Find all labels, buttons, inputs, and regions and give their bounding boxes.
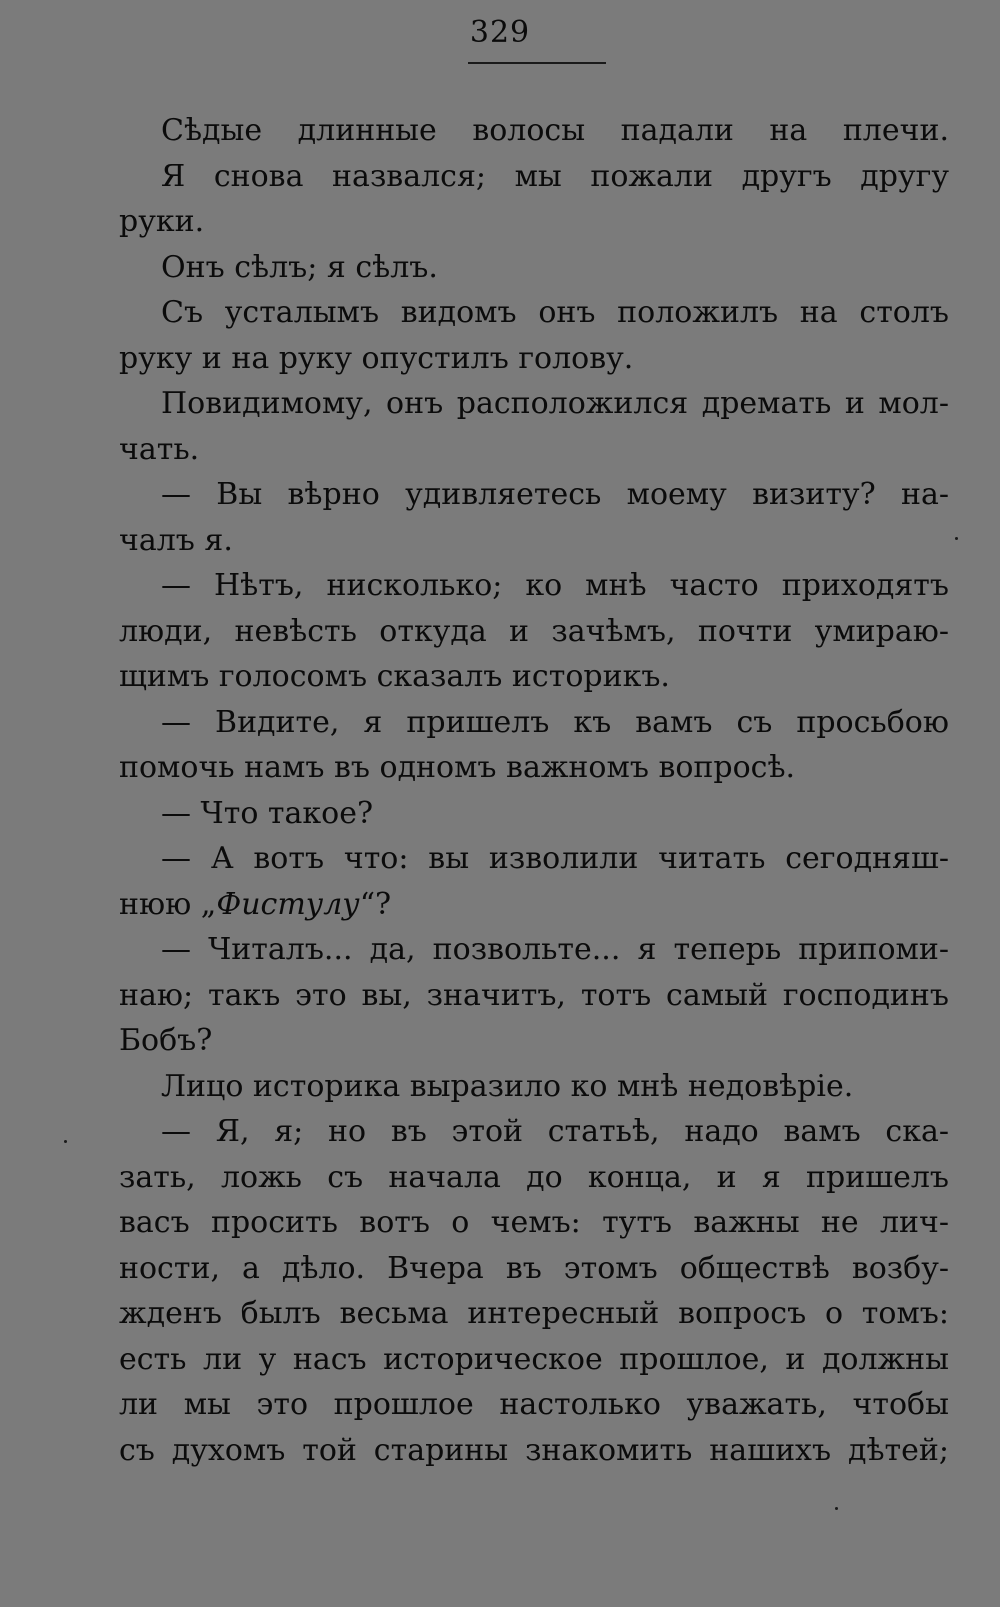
text-line: Лицо историка выразило ко мнѣ недовѣріе. — [161, 1068, 854, 1104]
text-line: — Нѣтъ, нисколько; ко мнѣ часто приходятъ — [161, 568, 949, 603]
text-line: — Читалъ... да, позвольте... я теперь припоми- — [161, 932, 949, 967]
text-line: помочь намъ въ одномъ важномъ вопросѣ. — [119, 750, 796, 785]
text-fragment: “? — [359, 886, 392, 922]
text-line: Я снова назвался; мы пожали другъ другу — [161, 158, 949, 194]
text-line — [119, 882, 949, 928]
page-number: 329 — [469, 15, 531, 50]
print-speck — [955, 537, 958, 540]
text-line: Сѣдые длинные волосы падали на плечи. — [161, 113, 949, 148]
text-line: руки. — [119, 204, 205, 239]
body-text — [119, 108, 949, 1473]
text-line: ли мы это прошлое настолько уважать, чтобы — [119, 1387, 949, 1422]
text-line: — Вы вѣрно удивляетесь моему визиту? на- — [161, 477, 949, 512]
text-line: руку и на руку опустилъ голову. — [119, 340, 634, 376]
text-line: щимъ голосомъ сказалъ историкъ. — [119, 659, 670, 694]
print-speck — [835, 1507, 838, 1510]
text-line: жденъ былъ весьма интересный вопросъ о томъ: — [119, 1296, 949, 1331]
text-line: — Я, я; но въ этой статьѣ, надо вамъ ска- — [161, 1114, 949, 1149]
text-line: чать. — [119, 431, 200, 467]
text-line: наю; такъ это вы, значитъ, тотъ самый господинъ — [119, 977, 949, 1013]
text-line: — Что такое? — [161, 795, 374, 831]
text-line: Онъ сѣлъ; я сѣлъ. — [161, 249, 438, 285]
text-line: ности, а дѣло. Вчера въ этомъ обществѣ возбу- — [119, 1250, 949, 1286]
text-line: зать, ложь съ начала до конца, и я пришелъ — [119, 1159, 949, 1195]
text-line: — А вотъ что: вы изволили читать сегодняш- — [161, 841, 949, 876]
text-line: есть ли у насъ историческое прошлое, и должны — [119, 1341, 949, 1377]
page-number-rule — [468, 62, 606, 64]
text-line: — Видите, я пришелъ къ вамъ съ просьбою — [161, 704, 949, 740]
text-line: люди, невѣсть откуда и зачѣмъ, почти умираю- — [119, 613, 949, 649]
newspaper-title: Фистулу — [216, 886, 360, 922]
text-fragment: нюю „ — [119, 886, 217, 922]
text-line: Повидимому, онъ расположился дремать и мол- — [161, 386, 949, 421]
text-line: Съ усталымъ видомъ онъ положилъ на столъ — [161, 295, 949, 330]
text-line: васъ просить вотъ о чемъ: тутъ важны не лич- — [119, 1205, 949, 1240]
text-line: Бобъ? — [119, 1023, 213, 1058]
text-line: съ духомъ той старины знакомить нашихъ дѣтей; — [119, 1432, 949, 1468]
print-speck — [64, 1140, 67, 1143]
text-line: чалъ я. — [119, 522, 233, 558]
